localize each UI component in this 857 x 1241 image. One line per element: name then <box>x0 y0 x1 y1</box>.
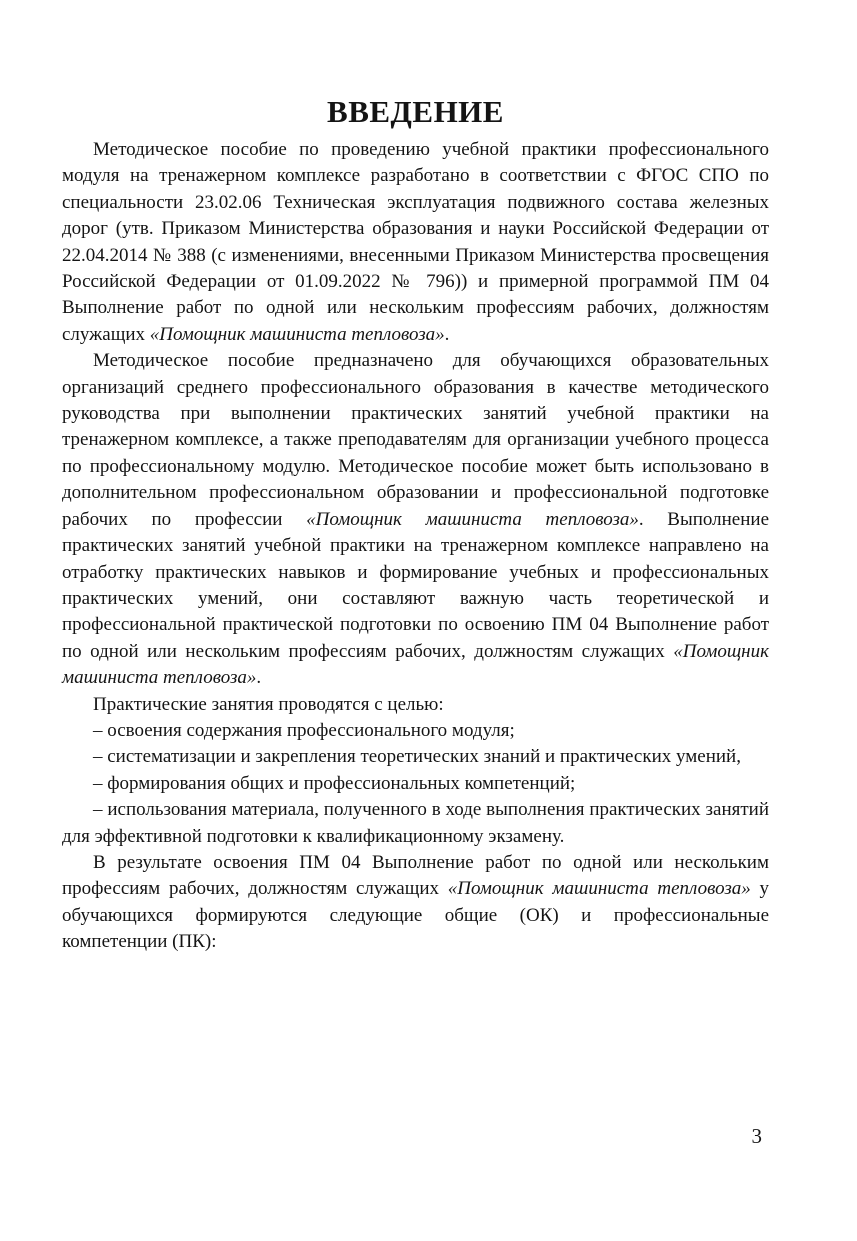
italic-text-run: «Помощник машиниста тепловоза» <box>306 508 639 530</box>
paragraph <box>62 692 769 718</box>
page-title: ВВЕДЕНИЕ <box>327 94 504 129</box>
text-run: . <box>256 667 262 689</box>
body-text <box>62 137 769 956</box>
paragraph <box>62 348 769 691</box>
paragraph <box>62 718 769 744</box>
paragraph <box>62 137 769 348</box>
text-run: Методическое пособие предназначено для обучающихся образовательных организаций среднего профессионального образования в качестве методического руководства при выполнении практических занятий учебной практики на тренажерном комплексе, а также преподавателям для организации учебного процесса по профессиональному модулю. Методическое пособие может быть использовано в дополнительном профессиональном образовании и профессиональной подготовке рабочих по профессии <box>62 350 769 530</box>
text-run: – освоения содержания профессионального модуля; <box>93 719 515 741</box>
italic-text-run: «Помощник машиниста тепловоза» <box>447 878 751 900</box>
paragraph <box>62 771 769 797</box>
text-run: – систематизации и закрепления теоретических знаний и практических умений, <box>93 746 741 768</box>
text-run: у обучающихся формируются следующие общие (ОК) и профессиональные компетенции (ПК): <box>62 878 770 953</box>
paragraph <box>62 850 769 956</box>
italic-text-run: «Помощник машиниста тепловоза» <box>149 323 445 345</box>
text-run: Методическое пособие по проведению учебной практики профессионального модуля на тренажерном комплексе разработано в соответствии с ФГОС СПО по специальности 23.02.06 Техническая эксплуатация подвижного состава железных дорог (утв. Приказом Министерства образования и науки Российской Федерации от 22.04.2014 № 388 (с изменениями, внесенными Приказом Министерства просвещения Российской Федерации от 01.09.2022 № 796)) и примерной программой ПМ 04 Выполнение работ по одной или нескольким профессиям рабочих, должностям служащих <box>62 139 769 345</box>
text-run: В результате освоения ПМ 04 Выполнение работ по одной или нескольким профессиям рабочих, должностям служащих <box>62 851 769 900</box>
text-run: Практические занятия проводятся с целью: <box>93 693 444 715</box>
page-number: 3 <box>751 1124 762 1148</box>
text-run: . <box>444 323 450 345</box>
text-run: – формирования общих и профессиональных компетенций; <box>93 772 576 794</box>
italic-text-run: «Помощник машиниста тепловоза» <box>62 640 769 689</box>
text-run: . Выполнение практических занятий учебной практики на тренажерном комплексе направлено на отработку практических навыков и формирование учебных и профессиональных практических умений, они составляют важную часть теоретической и профессиональной практической подготовки по освоению ПМ 04 Выполнение работ по одной или нескольким профессиям рабочих, должностям служащих <box>62 508 770 662</box>
paragraph <box>62 744 769 770</box>
text-run: – использования материала, полученного в ходе выполнения практических занятий для эффективной подготовки к квалификационному экзамену. <box>62 799 769 847</box>
paragraph <box>62 797 769 850</box>
